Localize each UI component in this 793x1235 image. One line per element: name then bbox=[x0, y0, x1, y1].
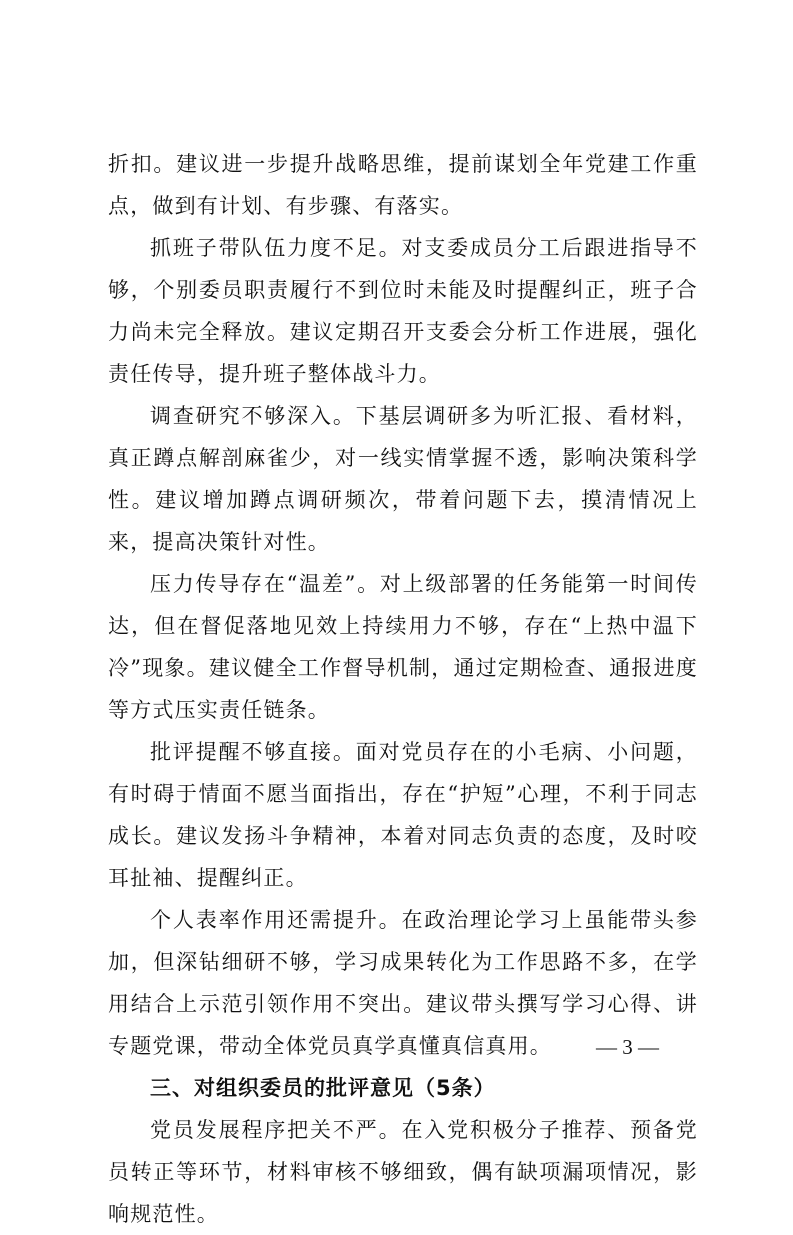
paragraph-role-model: 个人表率作用还需提升。在政治理论学习上虽能带头参加，但深钻细研不够，学习成果转化为工作思路不多，在学用结合上示范引领作用不突出。建议带头撰写学习心得、讲专题党课，带动全体党员真学真懂真信真用。 bbox=[108, 908, 698, 1058]
section-heading: 三、对组织委员的批评意见（5条） bbox=[150, 1076, 496, 1100]
document-body bbox=[108, 143, 698, 1235]
paragraph-continued: 折扣。建议进一步提升战略思维，提前谋划全年党建工作重点，做到有计划、有步骤、有落实。 bbox=[108, 152, 698, 218]
paragraph-criticism: 批评提醒不够直接。面对党员存在的小毛病、小问题，有时碍于情面不愿当面指出，存在“护短”心理，不利于同志成长。建议发扬斗争精神，本着对同志负责的态度，及时咬耳扯袖、提醒纠正。 bbox=[108, 740, 698, 890]
paragraph-team-leadership: 抓班子带队伍力度不足。对支委成员分工后跟进指导不够，个别委员职责履行不到位时未能及时提醒纠正，班子合力尚未完全释放。建议定期召开支委会分析工作进展，强化责任传导，提升班子整体战斗力。 bbox=[108, 236, 698, 386]
paragraph-member-development: 党员发展程序把关不严。在入党积极分子推荐、预备党员转正等环节，材料审核不够细致，偶有缺项漏项情况，影响规范性。 bbox=[108, 1118, 698, 1226]
paragraph-research: 调查研究不够深入。下基层调研多为听汇报、看材料，真正蹲点解剖麻雀少，对一线实情掌握不透，影响决策科学性。建议增加蹲点调研频次，带着问题下去，摸清情况上来，提高决策针对性。 bbox=[108, 404, 698, 554]
page-number: — 3 — bbox=[596, 1035, 659, 1059]
paragraph-pressure: 压力传导存在“温差”。对上级部署的任务能第一时间传达，但在督促落地见效上持续用力不够，存在“上热中温下冷”现象。建议健全工作督导机制，通过定期检查、通报进度等方式压实责任链条。 bbox=[108, 572, 698, 722]
